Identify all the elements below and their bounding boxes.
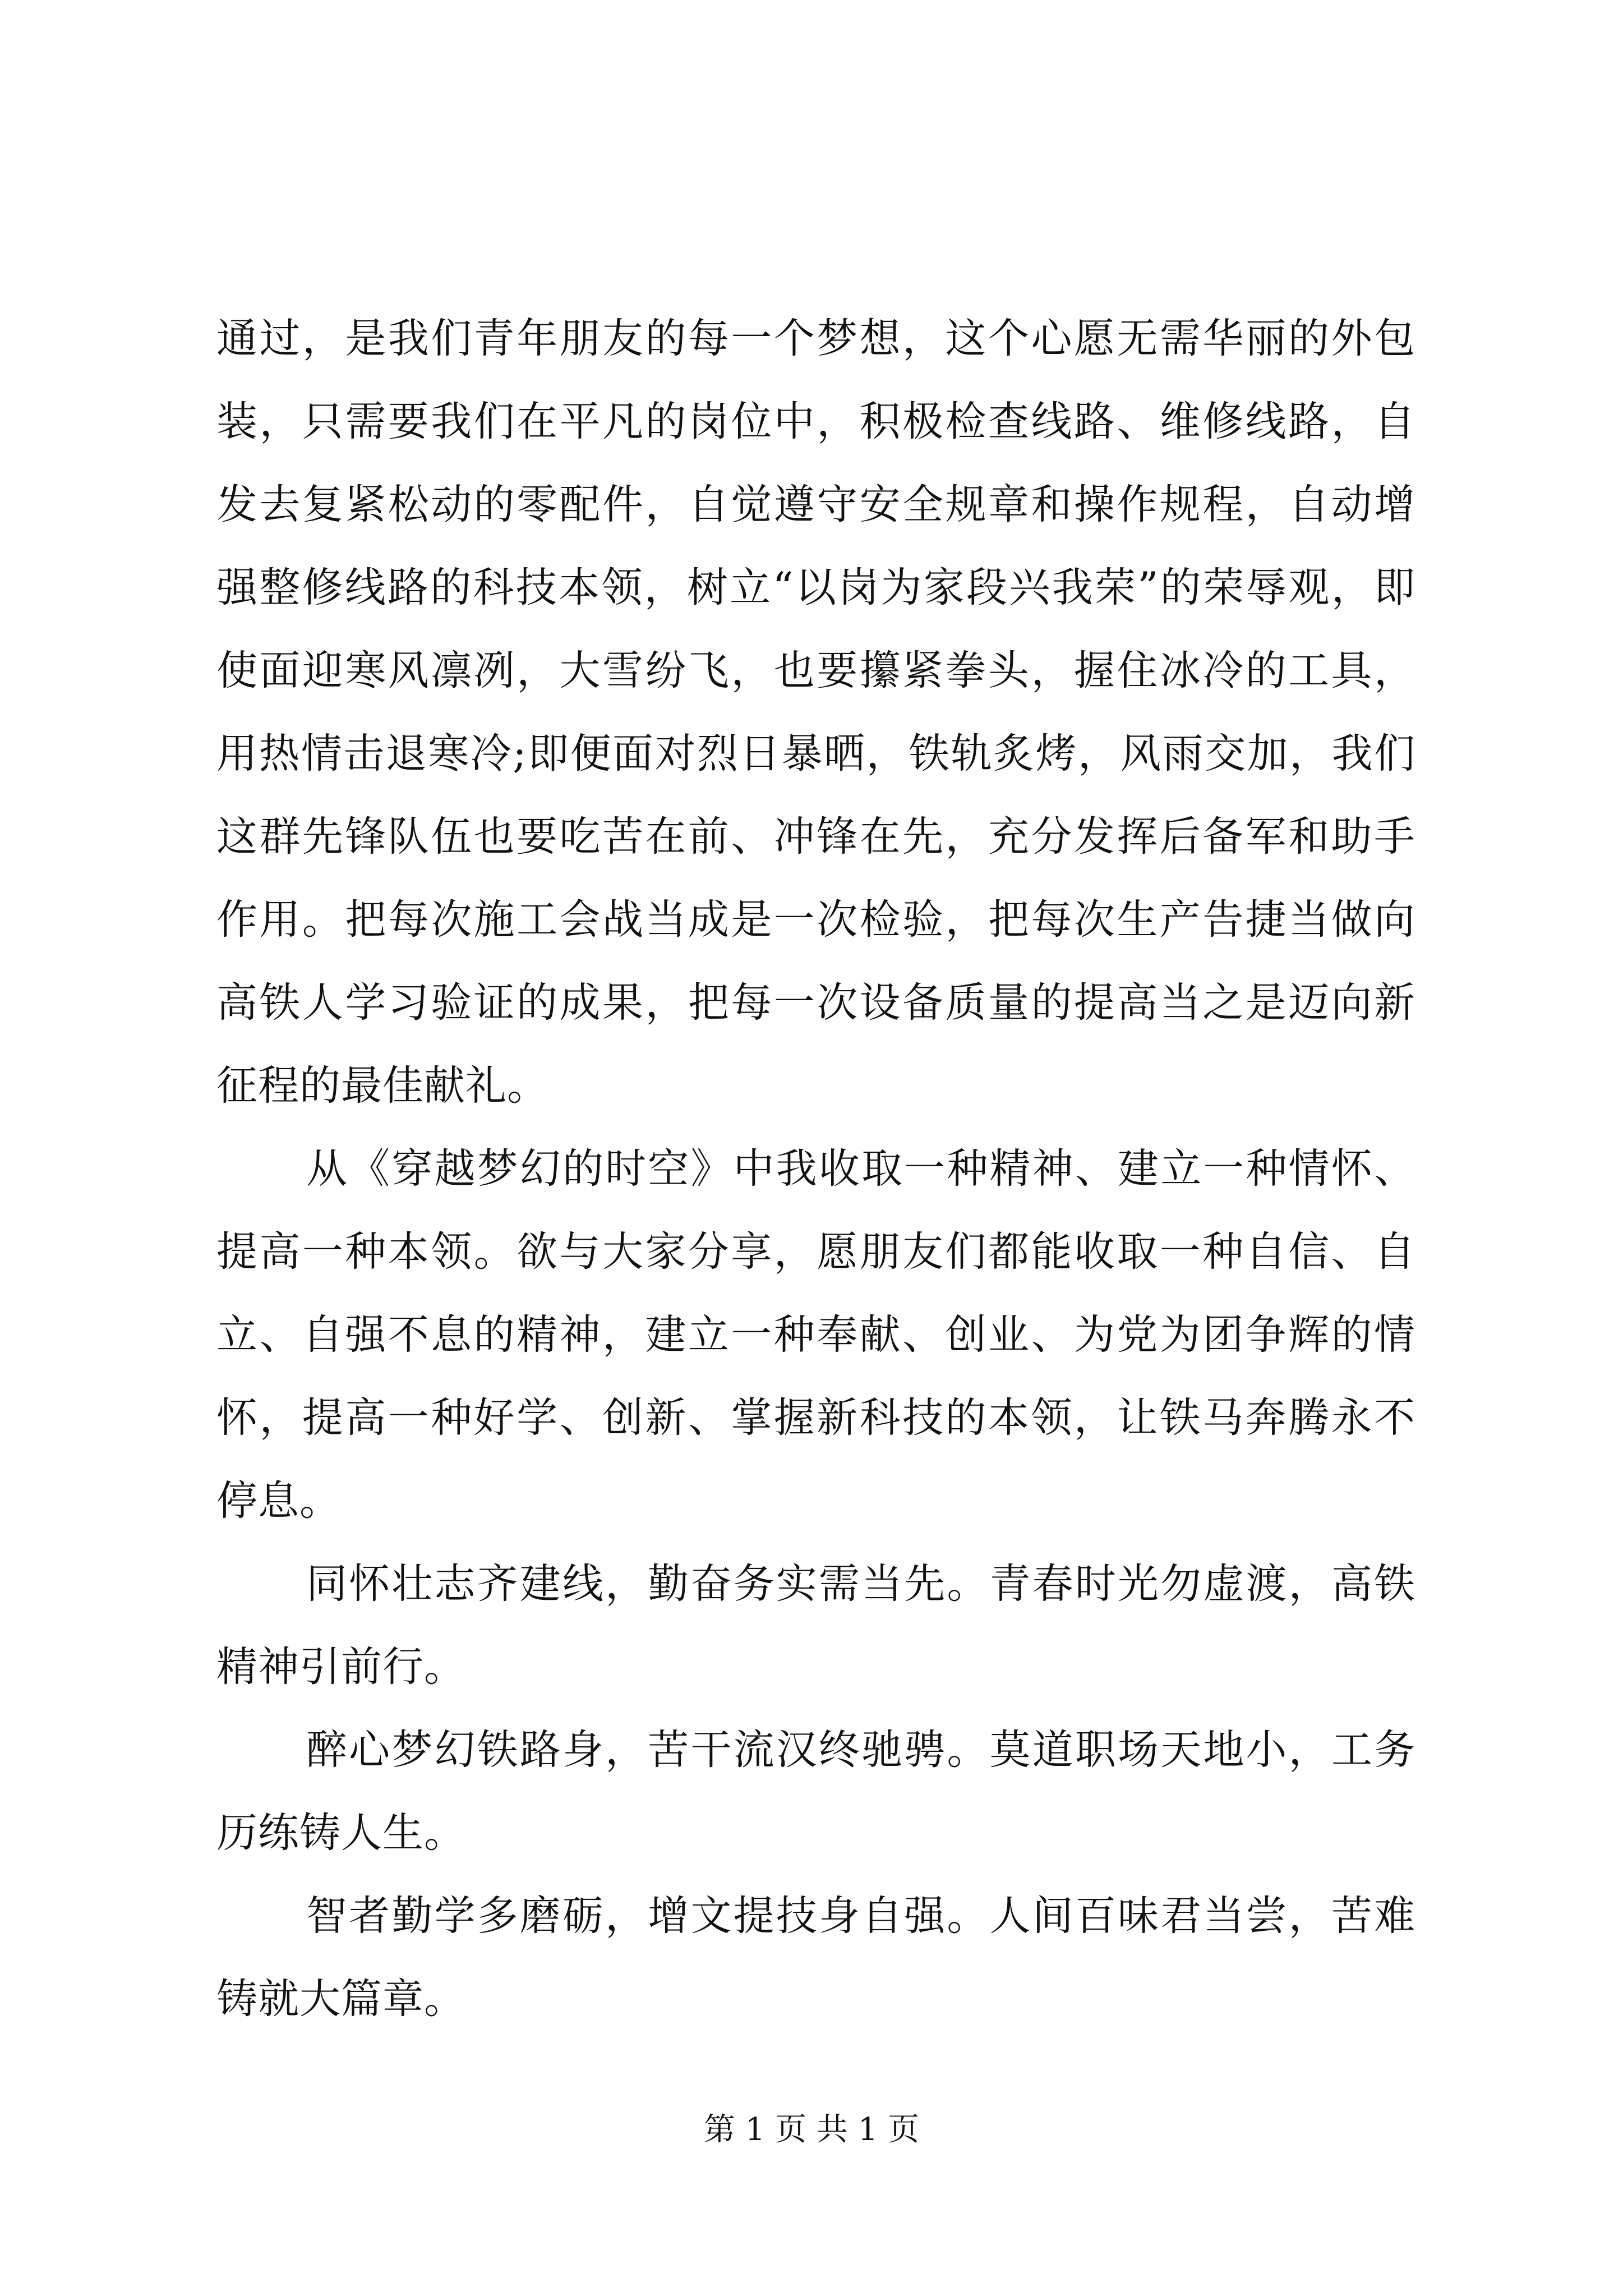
paragraph-continuation: 通过，是我们青年朋友的每一个梦想，这个心愿无需华丽的外包装，只需要我们在平凡的岗位中，积极检查线路、维修线路，自发去复紧松动的零配件，自觉遵守安全规章和操作规程，自动增强整修线路的科技本领，树立“以岗为家段兴我荣”的荣辱观，即使面迎寒风凛冽，大雪纷飞，也要攥紧拳头，握住冰冷的工具，用热情击退寒冷;即便面对烈日暴晒，铁轨炙烤，风雨交加，我们这群先锋队伍也要吃苦在前、冲锋在先，充分发挥后备军和助手作用。把每次施工会战当成是一次检验，把每次生产告捷当做向高铁人学习验证的成果，把每一次设备质量的提高当之是迈向新征程的最佳献礼。 <box>216 315 1415 1110</box>
poem-stanza-1: 同怀壮志齐建线，勤奋务实需当先。青春时光勿虚渡，高铁精神引前行。 <box>216 1560 1415 1691</box>
page-footer: 第 1 页 共 1 页 <box>703 2111 920 2148</box>
poem-stanza-2: 醉心梦幻铁路身，苦干流汉终驰骋。莫道职场天地小，工务历练铸人生。 <box>216 1726 1415 1857</box>
document-body <box>216 297 1415 2041</box>
paragraph-spirit: 从《穿越梦幻的时空》中我收取一种精神、建立一种情怀、提高一种本领。欲与大家分享，愿朋友们都能收取一种自信、自立、自强不息的精神，建立一种奉献、创业、为党为团争辉的情怀，提高一种好学、创新、掌握新科技的本领，让铁马奔腾永不停息。 <box>216 1145 1415 1525</box>
poem-stanza-3: 智者勤学多磨砺，增文提技身自强。人间百味君当尝，苦难铸就大篇章。 <box>216 1892 1415 2023</box>
